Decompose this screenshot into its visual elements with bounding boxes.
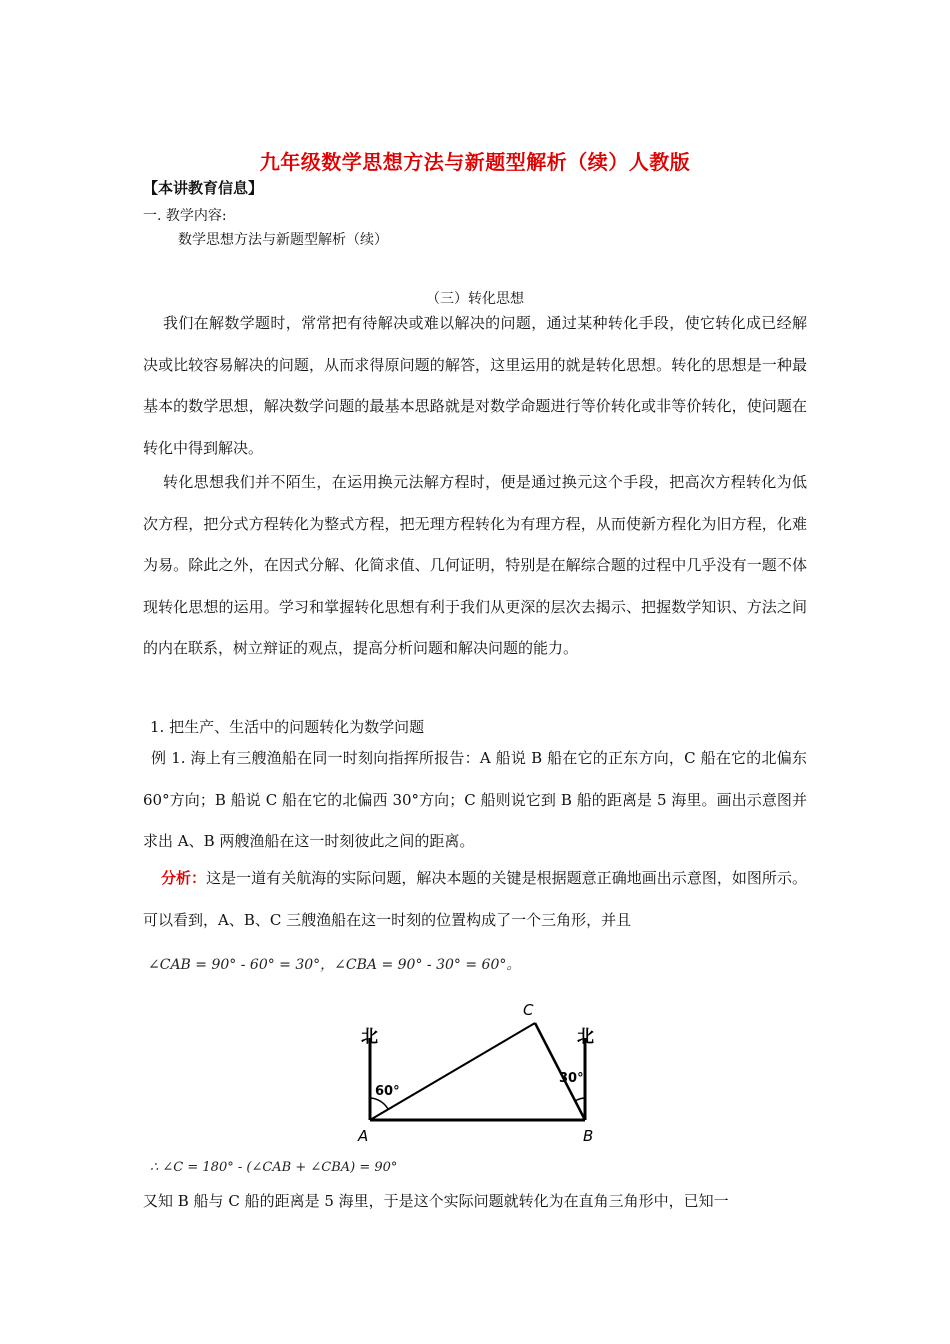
section-subtitle: 数学思想方法与新题型解析（续）: [178, 232, 388, 248]
north-label-right: 北: [577, 1027, 594, 1047]
angle-label-right: 30°: [559, 1071, 584, 1086]
vertex-label-a: A: [358, 1127, 369, 1145]
triangle-diagram: [355, 1000, 605, 1150]
formula-angles: ∠CAB = 90° - 60° = 30°，∠CBA = 90° - 30° = 60°。: [148, 957, 521, 973]
angle-arc-left: [370, 1098, 388, 1109]
analysis-text: 这是一道有关航海的实际问题，解决本题的关键是根据题意正确地画出示意图，如图所示。可以看到，A、B、C 三艘渔船在这一时刻的位置构成了一个三角形，并且: [143, 869, 807, 929]
example-1: 例 1. 海上有三艘渔船在同一时刻向指挥所报告：A 船说 B 船在它的正东方向，C 船在它的北偏东 60°方向；B 船说 C 船在它的北偏西 30°方向；C 船则说它到 B 船的距离是 5 海里。画出示意图并求出 A、B 两艘渔船在这一时刻彼此之间的距离。: [143, 749, 807, 850]
formula-angle-c: ∴ ∠C = 180° - (∠CAB + ∠CBA) = 90°: [150, 1160, 398, 1175]
section-heading: 一. 教学内容:: [143, 208, 227, 224]
info-heading: 【本讲教育信息】: [143, 179, 264, 197]
document-title: 九年级数学思想方法与新题型解析（续）人教版: [259, 150, 691, 174]
vertex-label-b: B: [583, 1127, 594, 1145]
last-line: 又知 B 船与 C 船的距离是 5 海里，于是这个实际问题就转化为在直角三角形中，已知一: [143, 1192, 729, 1210]
topic-heading: （三）转化思想: [426, 291, 524, 307]
vertex-label-c: C: [523, 1001, 534, 1019]
item-heading: 1. 把生产、生活中的问题转化为数学问题: [150, 718, 425, 736]
analysis-paragraph: [143, 858, 807, 941]
angle-label-left: 60°: [375, 1084, 400, 1099]
paragraph-2: 转化思想我们并不陌生，在运用换元法解方程时，便是通过换元这个手段，把高次方程转化为低次方程，把分式方程转化为整式方程，把无理方程转化为有理方程，从而使新方程化为旧方程，化难为易。除此之外，在因式分解、化简求值、几何证明，特别是在解综合题的过程中几乎没有一题不体现转化思想的运用。学习和掌握转化思想有利于我们从更深的层次去揭示、把握数学知识、方法之间的内在联系，树立辩证的观点，提高分析问题和解决问题的能力。: [143, 473, 807, 657]
side-ac: [370, 1023, 535, 1120]
paragraph-1: 我们在解数学题时，常常把有待解决或难以解决的问题，通过某种转化手段，使它转化成已经解决或比较容易解决的问题，从而求得原问题的解答，这里运用的就是转化思想。转化的思想是一种最基本的数学思想，解决数学问题的最基本思路就是对数学命题进行等价转化或非等价转化，使问题在转化中得到解决。: [143, 314, 807, 457]
analysis-label: 分析：: [161, 869, 207, 887]
north-label-left: 北: [361, 1027, 378, 1047]
